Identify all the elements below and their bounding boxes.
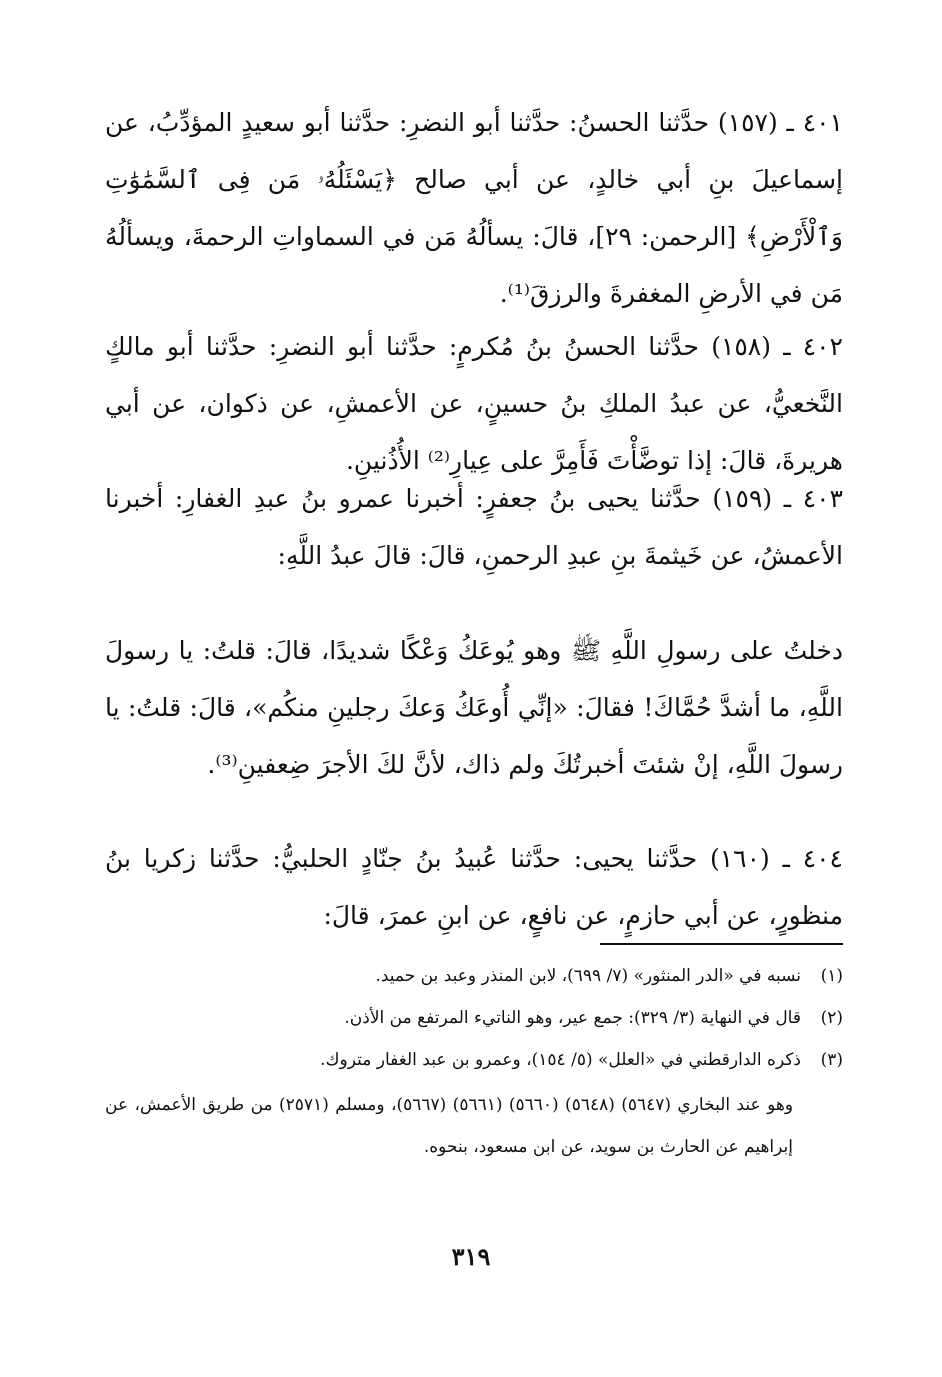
footnote-text: ذكره الدارقطني في «العلل» (٥/ ١٥٤)، وعمرو بن عبد الغفار متروك. bbox=[320, 1050, 801, 1070]
footnote-1 bbox=[105, 958, 843, 994]
hadith-401: ٤٠١ ـ (١٥٧) حدَّثنا الحسنُ: حدَّثنا أبو النضرِ: حدَّثنا أبو سعيدٍ المؤدِّبُ، عن إسماعيلَ بنِ أبي خالدٍ، عن أبي صالح ﴿يَسْئَلُهُۥ مَن فِى ٱلسَّمَٰوَٰتِ وَٱلْأَرْضِ﴾ [الرحمن: ٢٩]، قالَ: يسألُهُ مَن في السماواتِ الرحمةَ، ويسألُهُ مَن في الأرضِ المغفرةَ والرزقَ⁽¹⁾. bbox=[105, 108, 843, 308]
hadith-403-chain: ٤٠٣ ـ (١٥٩) حدَّثنا يحيى بنُ جعفرٍ: أخبرنا عمرو بنُ عبدِ الغفارِ: أخبرنا الأعمشُ، عن خَيثمةَ بنِ عبدِ الرحمنِ، قالَ: قالَ عبدُ اللَّهِ: bbox=[105, 484, 843, 570]
hadith-403-matn: دخلتُ على رسولِ اللَّهِ ﷺ وهو يُوعَكُ وَعْكًا شديدًا، قالَ: قلتُ: يا رسولَ اللَّهِ، ما أشدَّ حُمَّاكَ! فقالَ: «إنِّي أُوعَكُ وَعكَ رجلينِ منكُم»، قالَ: قلتُ: يا رسولَ اللَّهِ، إنْ شئتَ أخبرتُكَ ولم ذاك، لأنَّ لكَ الأجرَ ضِعفينِ⁽³⁾. bbox=[105, 636, 843, 779]
footnote-2 bbox=[105, 1000, 843, 1036]
footnote-number: (٢) bbox=[820, 1008, 843, 1028]
footnote-number: (٣) bbox=[820, 1050, 843, 1070]
footnote-text: نسبه في «الدر المنثور» (٧/ ٦٩٩)، لابن المنذر وعبد بن حميد. bbox=[375, 966, 801, 986]
footnotes bbox=[105, 958, 843, 1168]
footnote-text: قال في النهاية (٣/ ٣٢٩): جمع عير، وهو الناتيء المرتفع من الأذن. bbox=[344, 1008, 801, 1028]
footnote-3-continuation: وهو عند البخاري (٥٦٤٧) (٥٦٤٨) (٥٦٦٠) (٥٦٦١) (٥٦٦٧)، ومسلم (٢٥٧١) من طريق الأعمش، عن إبراهيم عن الحارث بن سويد، عن ابن مسعود، بنحوه. bbox=[105, 1095, 794, 1157]
footnote-number: (١) bbox=[820, 966, 843, 986]
footnote-3 bbox=[105, 1042, 843, 1078]
hadith-404: ٤٠٤ ـ (١٦٠) حدَّثنا يحيى: حدَّثنا عُبيدُ بنُ جنّادٍ الحلبيُّ: حدَّثنا زكريا بنُ منظورٍ، عن أبي حازمٍ، عن نافعٍ، عن ابنِ عمرَ، قالَ: bbox=[105, 844, 843, 930]
page-number: ٣١٩ bbox=[451, 1242, 491, 1271]
footnote-divider bbox=[600, 943, 843, 945]
hadith-402: ٤٠٢ ـ (١٥٨) حدَّثنا الحسنُ بنُ مُكرمٍ: حدَّثنا أبو النضرِ: حدَّثنا أبو مالكٍ النَّخعيُّ، عن عبدُ الملكِ بنُ حسينٍ، عن الأعمشِ، عن ذكوان، عن أبي هريرةَ، قالَ: إذا توضَّأْتَ فَأَمِرَّ على عِيارِ⁽²⁾ الأُذُنينِ. bbox=[105, 332, 843, 475]
